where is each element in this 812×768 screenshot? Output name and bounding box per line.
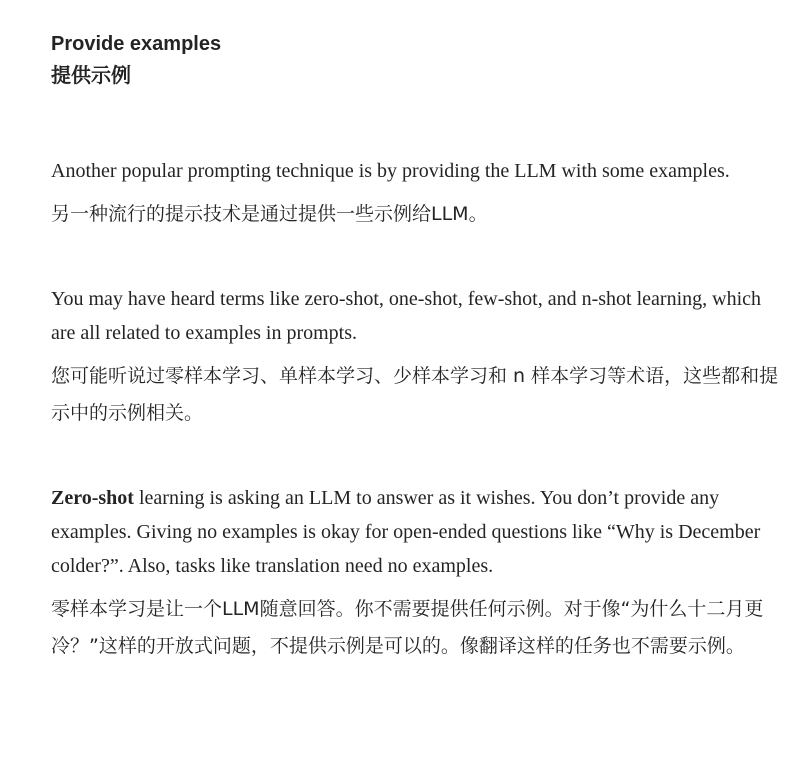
paragraph-en: You may have heard terms like zero-shot, one-shot, few-shot, and n-shot learning, which are all related to examples in prompts. bbox=[51, 288, 762, 344]
paragraph-text: learning is asking an LLM to answer as it wishes. You don’t provide any examples. Giving no examples is okay for open-ended questions like “Why is December colder?”. Also, tasks like translation need no examples. bbox=[51, 487, 761, 577]
bold-term: Zero-shot bbox=[51, 487, 134, 509]
paragraph-en bbox=[51, 481, 781, 583]
paragraph-block-examples bbox=[51, 154, 781, 233]
paragraph-en: Another popular prompting technique is by providing the LLM with some examples. bbox=[51, 160, 730, 182]
paragraph-block-shot-terms bbox=[51, 282, 781, 432]
paragraph-zh: 零样本学习是让一个LLM随意回答。你不需要提供任何示例。对于像“为什么十二月更冷？”这样的开放式问题，不提供示例是可以的。像翻译这样的任务也不需要示例。 bbox=[51, 598, 764, 657]
article-body bbox=[51, 0, 781, 665]
paragraph-block-zero-shot bbox=[51, 481, 781, 665]
section-heading-zh: 提供示例 bbox=[51, 65, 131, 87]
section-heading-en: Provide examples bbox=[51, 33, 222, 55]
paragraph-zh: 您可能听说过零样本学习、单样本学习、少样本学习和 n 样本学习等术语，这些都和提示中的示例相关。 bbox=[51, 365, 779, 424]
paragraph-zh: 另一种流行的提示技术是通过提供一些示例给LLM。 bbox=[51, 203, 488, 225]
